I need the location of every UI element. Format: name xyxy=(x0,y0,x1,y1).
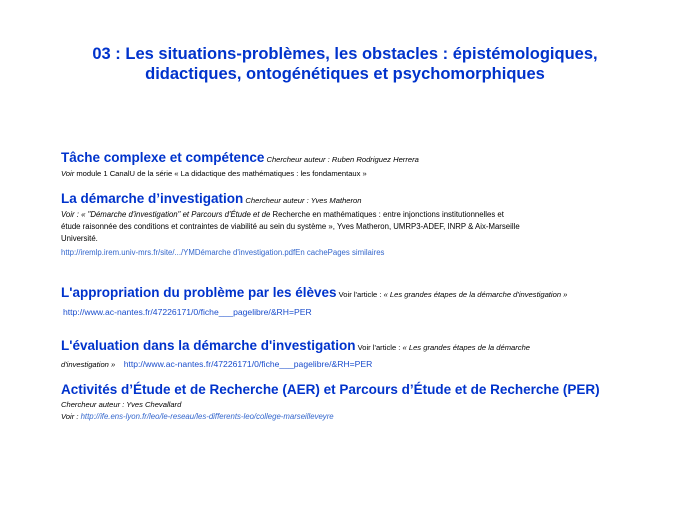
article-title: « Les grandes étapes de la démarche d'investigation » xyxy=(383,290,568,299)
section-heading: La démarche d’investigation xyxy=(61,191,244,206)
voir-article-label: Voir l'article : xyxy=(336,290,384,299)
article-link[interactable]: http://www.ac-nantes.fr/47226171/0/fiche___pagelibre/&RH=PER xyxy=(123,359,373,369)
section-heading: L'évaluation dans la démarche d'investigation xyxy=(61,338,356,353)
article-link[interactable]: http://www.ac-nantes.fr/47226171/0/fiche___pagelibre/&RH=PER xyxy=(63,307,312,317)
voir-label: Voir xyxy=(61,169,75,178)
section-evaluation xyxy=(61,337,631,371)
voir-article-label: Voir l'article : xyxy=(355,343,403,352)
section-aer-per xyxy=(61,381,631,423)
pdf-link[interactable]: http://iremlp.irem.univ-mrs.fr/site/.../YMDémarche d'investigation.pdfEn cachePages similaires xyxy=(61,248,385,257)
section-heading: L'appropriation du problème par les élèves xyxy=(61,285,337,300)
reference-text-cont: Recherche en mathématiques : entre injonctions institutionnelles et xyxy=(272,210,504,219)
slide-title-line-1: 03 : Les situations-problèmes, les obstacles : épistémologiques, xyxy=(92,45,598,63)
article-title-cont: d'investigation » xyxy=(61,360,116,369)
voir-label: Voir : xyxy=(61,412,81,421)
reference-text-line-2: étude raisonnée des conditions et contraintes de viabilité au sein du système », Yves Matheron, UMRP3-ADEF, INRP & Aix-Marseille xyxy=(61,222,520,231)
section-heading: Activités d’Étude et de Recherche (AER) et Parcours d’Étude et de Recherche (PER) xyxy=(61,382,600,397)
author-text: Chercheur auteur : Ruben Rodriguez Herrera xyxy=(264,155,419,164)
article-title: « Les grandes étapes de la démarche xyxy=(402,343,531,352)
reference-text: module 1 CanalU de la série « La didactique des mathématiques : les fondamentaux » xyxy=(74,169,367,178)
section-appropriation xyxy=(61,284,631,318)
section-tache-complexe xyxy=(61,150,631,180)
reference-text-line-3: Université. xyxy=(61,234,98,243)
author-text: Chercheur auteur : Yves Matheron xyxy=(243,196,362,205)
section-heading: Tâche complexe et compétence xyxy=(61,150,265,165)
author-text: Chercheur auteur : Yves Chevallard xyxy=(61,400,182,409)
slide-title-line-2: didactiques, ontogénétiques et psychomorphiques xyxy=(145,65,545,83)
reference-text: Voir : « "Démarche d'investigation" et Parcours d'Étude et de xyxy=(61,210,273,219)
leo-link[interactable]: http://ife.ens-lyon.fr/leo/le-reseau/les-differents-leo/college-marseilleveyre xyxy=(80,412,334,421)
slide-title xyxy=(0,44,690,84)
section-demarche-investigation xyxy=(61,191,631,259)
